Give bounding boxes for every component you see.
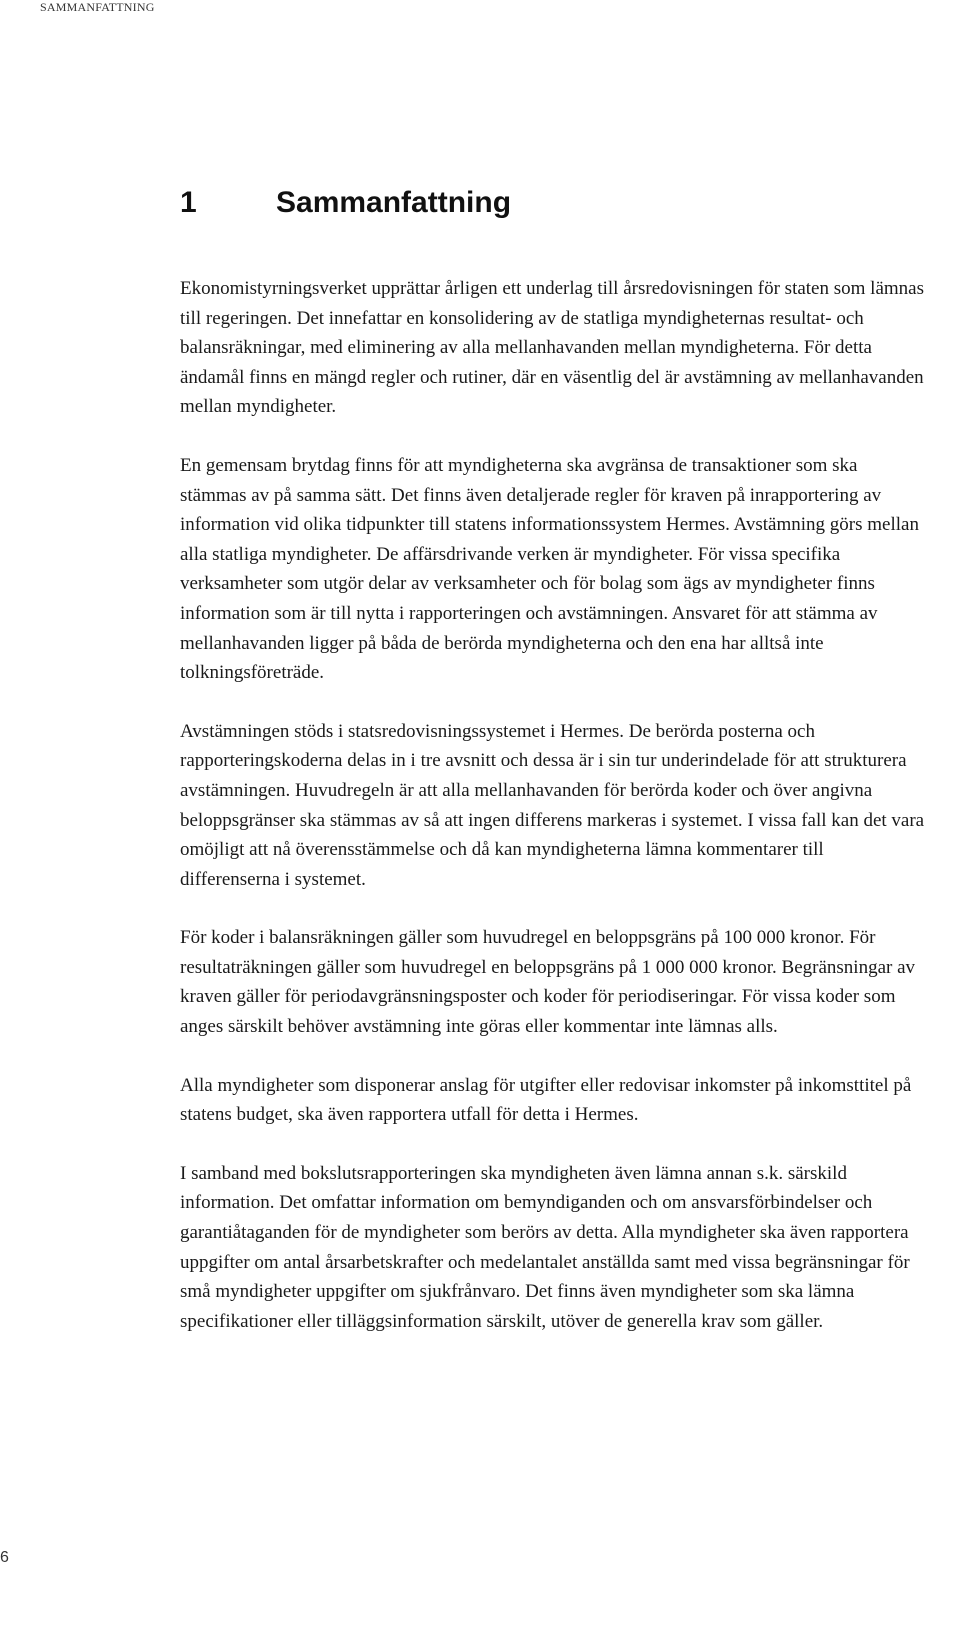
body-text — [180, 274, 926, 1365]
page-number: 6 — [0, 1549, 9, 1566]
paragraph: För koder i balansräkningen gäller som huvudregel en beloppsgräns på 100 000 kronor. För resultaträkningen gäller som huvudregel en beloppsgräns på 1 000 000 kronor. Begränsningar av kraven gäller för periodavgränsningsposter och koder för periodiseringar. För vissa koder som anges särskilt behöver avstämning inte göras eller kommentar inte lämnas alls. — [180, 927, 916, 1038]
chapter-title: Sammanfattning — [276, 186, 512, 219]
paragraph: Alla myndigheter som disponerar anslag för utgifter eller redovisar inkomster på inkomsttitel på statens budget, ska även rapportera utfall för detta i Hermes. — [180, 1074, 912, 1126]
paragraph: I samband med bokslutsrapporteringen ska myndigheten även lämna annan s.k. särskild information. Det omfattar information om bemyndiganden och om ansvarsförbindelser och garantiåtaganden för de myndigheter som berörs av detta. Alla myndigheter ska även rapportera uppgifter om antal årsarbetskrafter och medelantalet anställda samt med vissa begränsningar för små myndigheter uppgifter om sjukfrånvaro. Det finns även myndigheter som ska lämna specifikationer eller tilläggsinformation särskilt, utöver de generella krav som gäller. — [180, 1162, 910, 1332]
running-header: SAMMANFATTNING — [40, 0, 155, 14]
paragraph: Ekonomistyrningsverket upprättar årligen ett underlag till årsredovisningen för staten som lämnas till regeringen. Det innefattar en konsolidering av de statliga myndigheternas resultat- och balansräkningar, med eliminering av alla mellanhavanden mellan myndigheterna. För detta ändamål finns en mängd regler och rutiner, där en väsentlig del är avstämning av mellanhavanden mellan myndigheter. — [180, 278, 924, 418]
chapter-number: 1 — [180, 186, 197, 219]
paragraph: En gemensam brytdag finns för att myndigheterna ska avgränsa de transaktioner som ska stämmas av på samma sätt. Det finns även detaljerade regler för kraven på inrapportering av information vid olika tidpunkter till statens informationssystem Hermes. Avstämning görs mellan alla statliga myndigheter. De affärsdrivande verken är myndigheter. För vissa specifika verksamheter som utgör delar av verksamheter och för bolag som ägs av myndigheter finns information som är till nytta i rapporteringen och avstämningen. Ansvaret för att stämma av mellanhavanden ligger på båda de berörda myndigheterna och den ena har alltså inte tolkningsföreträde. — [180, 454, 919, 684]
paragraph: Avstämningen stöds i statsredovisningssystemet i Hermes. De berörda posterna och rapporteringskoderna delas in i tre avsnitt och dessa är i sin tur underindelade för att strukturera avstämningen. Huvudregeln är att alla mellanhavanden för berörda koder och över angivna beloppsgränser ska stämmas av så att ingen differens markeras i systemet. I vissa fall kan det vara omöjligt att nå överensstämmelse och då kan myndigheterna lämna kommentarer till differenserna i systemet. — [180, 720, 925, 890]
chapter-heading — [180, 186, 511, 220]
